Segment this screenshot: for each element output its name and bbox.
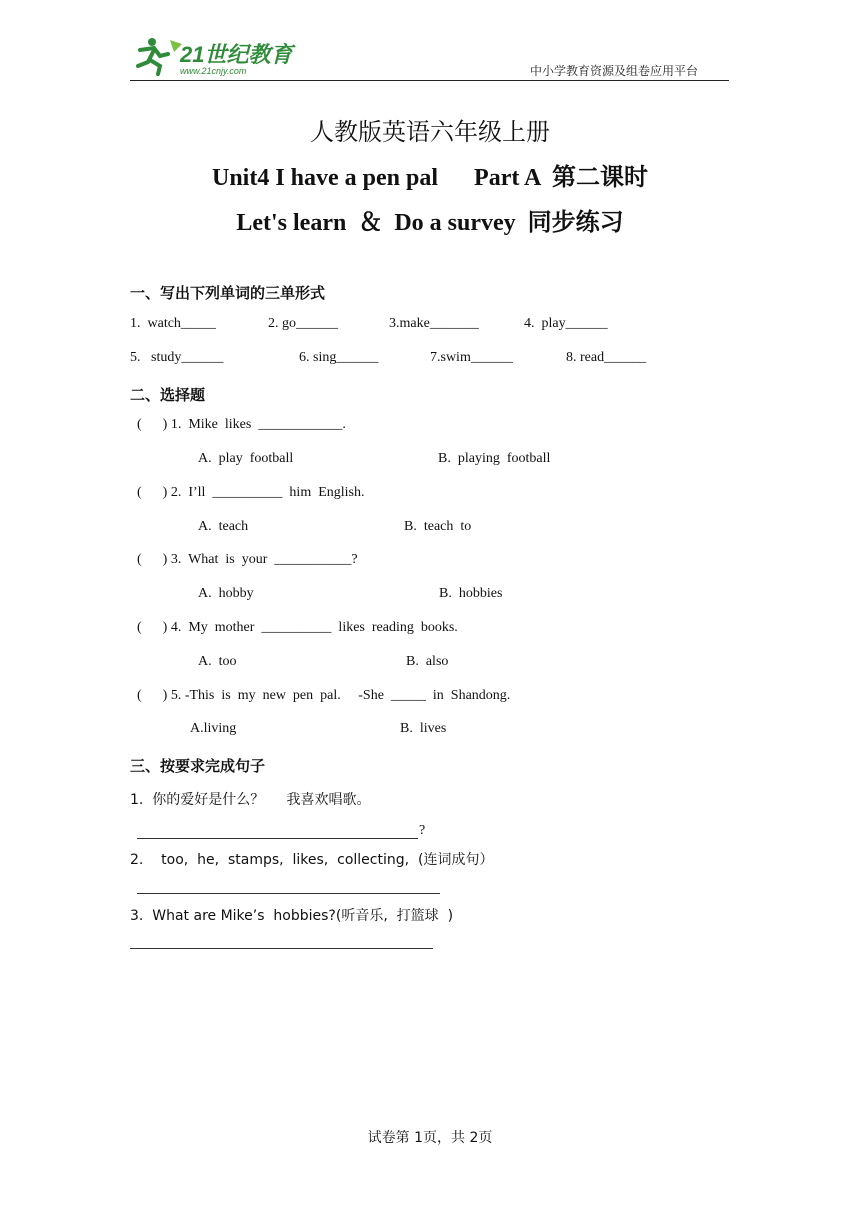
option-a: A. play football	[198, 451, 294, 466]
option-b: B. also	[406, 654, 449, 669]
sentence-task-3: 3. What are Mike’s hobbies?(听音乐, 打篮球 )	[130, 908, 454, 924]
sentence-task-1: 1. 你的爱好是什么？ 我喜欢唱歌。	[130, 792, 371, 808]
doc-title: 人教版英语六年级上册	[310, 118, 550, 146]
option-a: A. teach	[198, 519, 249, 534]
option-b: B. lives	[400, 721, 447, 736]
section3-heading: 三、按要求完成句子	[130, 757, 266, 775]
option-a: A. too	[198, 654, 237, 669]
answer-line-1	[137, 838, 418, 839]
sentence-task-2: 2. too, he, stamps, likes, collecting, (连词成句）	[130, 852, 494, 868]
option-b: B. playing football	[438, 451, 551, 466]
logo-text: 21世纪教育	[180, 42, 293, 67]
option-b: B. hobbies	[439, 586, 503, 601]
platform-name: 中小学教育资源及组卷应用平台	[530, 64, 699, 78]
question-3: ( ) 3. What is your ___________?	[137, 552, 358, 567]
header-divider	[130, 80, 729, 81]
option-a: A. hobby	[198, 586, 254, 601]
section2-heading: 二、选择题	[130, 386, 206, 404]
answer-line-2	[137, 893, 440, 894]
option-a: A.living	[190, 721, 237, 736]
word-item: 1. watch_____	[130, 316, 216, 331]
logo-url: www.21cnjy.com	[180, 66, 247, 76]
word-item: 4. play______	[524, 316, 608, 331]
answer-line-3	[130, 948, 433, 949]
question-1: ( ) 1. Mike likes ____________.	[137, 417, 346, 432]
word-item: 3.make_______	[389, 316, 479, 331]
question-4: ( ) 4. My mother __________ likes reading books.	[137, 620, 458, 635]
word-item: 7.swim______	[430, 350, 513, 365]
word-item: 2. go______	[268, 316, 338, 331]
page-number: 试卷第 1页，共 2页	[367, 1130, 493, 1146]
word-item: 6. sing______	[299, 350, 379, 365]
runner-icon	[138, 38, 182, 74]
option-b: B. teach to	[404, 519, 472, 534]
site-logo	[130, 34, 300, 78]
section1-heading: 一、写出下列单词的三单形式	[130, 284, 326, 302]
word-item: 5. study______	[130, 350, 224, 365]
question-2: ( ) 2. I’ll __________ him English.	[137, 485, 365, 500]
question-5: ( ) 5. -This is my new pen pal. -She _____ in Shandong.	[137, 688, 511, 703]
answer-line-1-end: ?	[419, 823, 426, 838]
doc-subtitle-lesson: Let's learn ＆ Do a survey 同步练习	[236, 210, 624, 236]
doc-subtitle-unit: Unit4 I have a pen pal Part A 第二课时	[211, 165, 649, 191]
word-item: 8. read______	[566, 350, 647, 365]
